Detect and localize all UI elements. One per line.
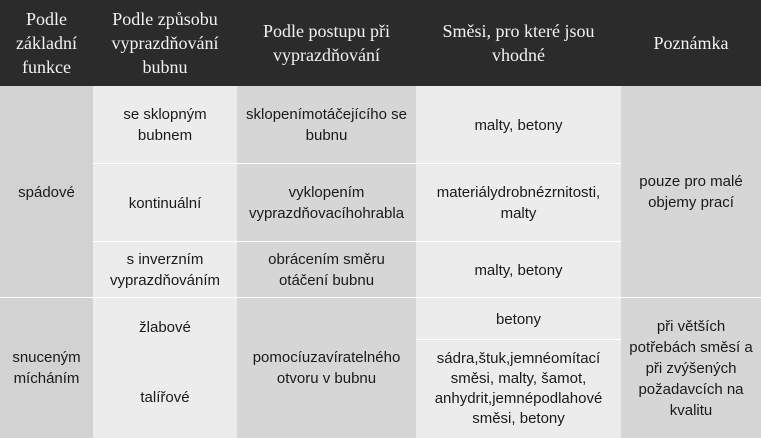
procedure-cell: pomocíuzavíratelného otvoru v bubnu	[237, 298, 416, 438]
group-function-cell: snuceným mícháním	[0, 298, 93, 438]
row-divider	[416, 339, 621, 340]
row-divider	[93, 241, 621, 242]
mixtures-cell: sádra,štuk,jemnéomítací směsi, malty, šamot, anhydrit,jemnépodlahové směsi, betony	[416, 340, 621, 438]
mixtures-cell: malty, betony	[416, 86, 621, 164]
header-emptying-procedure: Podle postupu při vyprazdňování	[237, 0, 416, 86]
method-cell: žlabové	[93, 298, 237, 356]
mixtures-cell: betony	[416, 298, 621, 340]
method-cell: s inverzním vyprazdňováním	[93, 242, 237, 298]
header-emptying-method: Podle způsobu vyprazdňování bubnu	[93, 0, 237, 86]
note-cell: při větších potřebách směsí a při zvýšených požadavcích na kvalitu	[621, 298, 761, 438]
mixtures-cell: materiálydrobnézrnitosti, malty	[416, 164, 621, 242]
group-divider	[0, 297, 761, 298]
method-cell: kontinuální	[93, 164, 237, 242]
header-suitable-mixtures: Směsi, pro které jsou vhodné	[416, 0, 621, 86]
method-cell: se sklopným bubnem	[93, 86, 237, 164]
procedure-cell: obrácením směru otáčení bubnu	[237, 242, 416, 298]
row-divider	[93, 163, 621, 164]
group-function-cell: spádové	[0, 86, 93, 298]
mixtures-cell: malty, betony	[416, 242, 621, 298]
note-cell: pouze pro malé objemy prací	[621, 86, 761, 298]
procedure-cell: sklopenímotáčejícího se bubnu	[237, 86, 416, 164]
method-cell: talířové	[93, 356, 237, 438]
header-note: Poznámka	[621, 0, 761, 86]
header-function: Podle základní funkce	[0, 0, 93, 86]
procedure-cell: vyklopením vyprazdňovacíhohrabla	[237, 164, 416, 242]
